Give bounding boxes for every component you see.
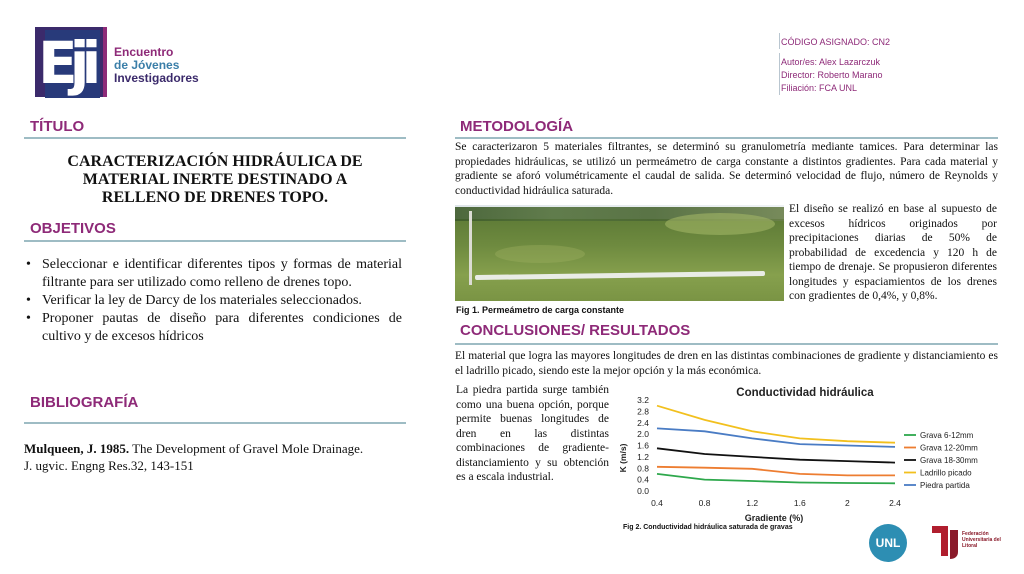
x-tick-label: 2: [845, 498, 850, 508]
logo-wordmark: [114, 46, 199, 85]
y-tick-label: 0.4: [637, 474, 649, 485]
chart-x-label: Gradiente (%): [744, 513, 804, 523]
y-tick-label: 2.0: [637, 429, 649, 440]
series-line: [657, 428, 895, 447]
section-title-conclusiones: CONCLUSIONES/ RESULTADOS: [460, 322, 691, 339]
poster-title: [24, 153, 406, 207]
list-item: • Proponer pautas de diseño para diferentes condiciones de cultivo y de excesos hídricos: [24, 310, 402, 346]
rule-titulo: [24, 137, 406, 139]
x-tick-label: 0.8: [698, 498, 711, 508]
y-tick-label: 0.8: [637, 463, 649, 474]
y-tick-label: 0.0: [637, 486, 649, 496]
metodologia-paragraph-1: Se caracterizaron 5 materiales filtrantes, se determinó su granulometría mediante tamices. Para determinar las propiedades hidráulicas, se utilizó un permeámetro de carga constante a distintos gradientes. Para cada material y gradiente se aforó volumétricamente el caudal de salida. Se determinó velocidad de flujo, número de Reynolds y conductividad hidráulica saturada.: [455, 141, 998, 197]
y-tick-label: 2.4: [637, 417, 649, 428]
chart-legend: [904, 431, 978, 490]
director: Director: Roberto Marano: [781, 70, 883, 80]
y-tick-label: 2.8: [637, 406, 649, 417]
rule-conclusiones: [455, 343, 998, 345]
conductividad-chart: [617, 383, 997, 533]
series-line: [657, 467, 895, 476]
conclusiones-paragraph-1: El material que logra las mayores longitudes de dren en las distintas combinaciones de gradiente y distanciamiento es el ladrillo picado, siendo este la mejor opción y la más económica.: [455, 350, 998, 377]
chart-y-label: K (m/s): [618, 443, 628, 473]
bibliografia-entry: [24, 440, 409, 474]
legend-label: Grava 18-30mm: [920, 456, 978, 465]
logo-stripe: [103, 27, 107, 97]
chart-x-ticks: [651, 498, 901, 508]
bibliografia-author: Mulqueen, J. 1985.: [24, 441, 130, 456]
chart-series: [657, 406, 895, 484]
objetivos-list: [24, 256, 402, 346]
section-title-metodologia: METODOLOGÍA: [460, 118, 574, 135]
y-tick-label: 3.2: [637, 395, 649, 405]
unl-logo: UNL: [869, 524, 907, 562]
logo-line-1: Encuentro: [114, 45, 174, 59]
info-divider-top: [779, 33, 780, 49]
fig1-caption: Fig 1. Permeámetro de carga constante: [456, 305, 625, 315]
rule-metodologia: [455, 137, 998, 139]
fue-logo-icon: [928, 522, 962, 560]
y-tick-label: 1.6: [637, 440, 649, 451]
autor: Autor/es: Alex Lazarczuk: [781, 57, 881, 67]
bibliografia-line-1: [24, 440, 409, 457]
poster-title-line-3: RELLENO DE DRENES TOPO.: [101, 189, 329, 206]
codigo-asignado: CÓDIGO ASIGNADO: CN2: [781, 37, 891, 47]
chart-title: Conductividad hidráulica: [736, 387, 874, 399]
logo-line-2: de Jóvenes: [114, 58, 180, 72]
x-tick-label: 0.4: [651, 498, 663, 508]
bibliografia-title: The Development of Gravel Mole Drainage.: [129, 441, 364, 456]
logo-letters: Eji: [38, 29, 94, 97]
chart-y-ticks: [637, 395, 649, 496]
metodologia-paragraph-2: El diseño se realizó en base al supuesto de excesos hídricos originados por precipitaciones diarias de 50% de probabilidad de excedencia y 120 h de tiempo de drenaje. Se propusieron diferentes longitudes y espaciamientos de los drenes con gradientes de 0,4%, y 0,8%.: [789, 203, 997, 302]
filiacion: Filiación: FCA UNL: [781, 83, 858, 93]
list-item: • Verificar la ley de Darcy de los materiales seleccionados.: [24, 292, 402, 310]
bibliografia-line-2: J. ugvic. Engng Res.32, 143-151: [24, 458, 194, 473]
logo-line-3: Investigadores: [114, 71, 199, 85]
fig2-caption: Fig 2. Conductividad hidráulica saturada de gravas: [623, 524, 793, 531]
fue-logo-text: Federación Universitaria del Litoral: [962, 531, 1001, 549]
legend-label: Piedra partida: [920, 481, 970, 490]
permeameter-photo: [455, 205, 784, 301]
section-title-objetivos: OBJETIVOS: [30, 220, 116, 237]
x-tick-label: 1.6: [793, 498, 806, 508]
legend-label: Grava 6-12mm: [920, 431, 974, 440]
x-tick-label: 1.2: [746, 498, 759, 508]
legend-label: Grava 12-20mm: [920, 443, 978, 453]
rule-objetivos: [24, 240, 406, 242]
list-item: • Seleccionar e identificar diferentes tipos y formas de material filtrante para ser utilizado como relleno de drenes topo.: [24, 256, 402, 292]
conclusiones-paragraph-2: La piedra partida surge también como una buena opción, porque permite buenas longitudes de dren en las distintas combinaciones de gradiente-distanciamiento y su obtención es a escala industrial.: [456, 384, 609, 483]
series-line: [657, 448, 895, 462]
legend-label: Ladrillo picado: [920, 468, 972, 478]
poster-title-line-1: CARACTERIZACIÓN HIDRÁULICA DE: [67, 153, 363, 170]
series-line: [657, 406, 895, 443]
poster-title-line-2: MATERIAL INERTE DESTINADO A: [82, 171, 348, 188]
section-title-bibliografia: BIBLIOGRAFÍA: [30, 394, 139, 411]
section-title-titulo: TÍTULO: [30, 118, 85, 135]
y-tick-label: 1.2: [637, 451, 649, 462]
info-divider-bottom: [779, 53, 780, 95]
rule-bibliografia: [24, 422, 406, 424]
x-tick-label: 2.4: [889, 498, 901, 508]
